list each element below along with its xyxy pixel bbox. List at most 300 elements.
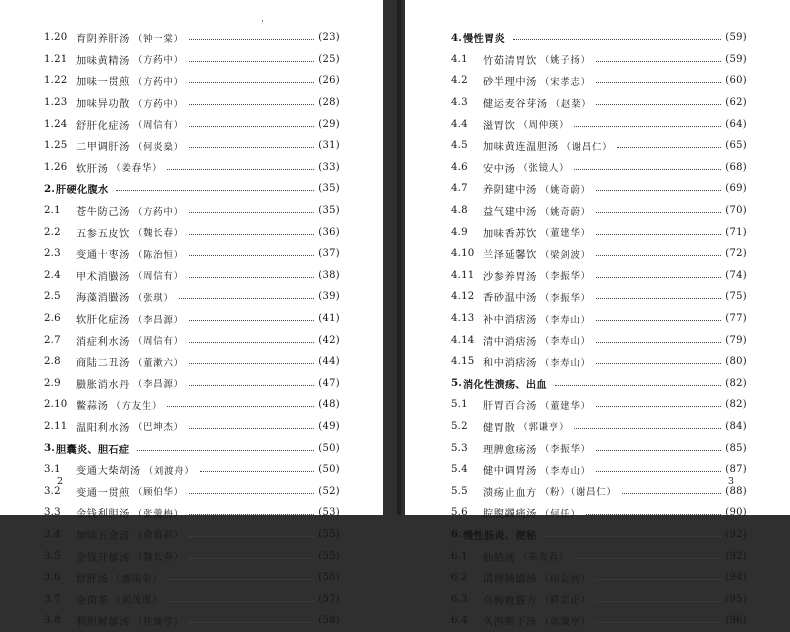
entry-title: 加味黄精汤	[76, 55, 130, 67]
entry-title: 溃疡止血方	[483, 487, 537, 499]
dot-leader	[596, 276, 721, 278]
entry-author: （方药中）	[132, 98, 184, 110]
entry-number: 4.8	[451, 205, 468, 217]
entry-title: 慢性胃炎	[463, 33, 505, 46]
toc-entry	[44, 480, 340, 502]
dot-leader	[189, 38, 314, 40]
entry-title: 鳖蒜汤	[76, 401, 109, 413]
toc-entry	[44, 113, 340, 135]
entry-page-ref: (84)	[725, 420, 747, 432]
entry-author: （魏长春）	[132, 552, 184, 564]
dot-leader	[513, 38, 721, 40]
entry-number: 2.7	[44, 334, 61, 346]
dot-leader	[596, 81, 721, 83]
entry-author: （粉）（谢昌仁）	[539, 487, 617, 499]
entry-title: 沙参养胃汤	[483, 271, 537, 283]
dot-leader	[596, 449, 721, 451]
entry-author: （朱良春）	[518, 552, 570, 564]
toc-entry	[451, 113, 747, 135]
entry-page-ref: (23)	[318, 32, 340, 44]
entry-page-ref: (35)	[318, 205, 340, 217]
entry-page-ref: (68)	[725, 161, 747, 173]
dot-leader	[189, 362, 314, 364]
entry-page-ref: (39)	[318, 291, 340, 303]
toc-section-heading	[451, 27, 747, 49]
entry-author: （周信有）	[132, 336, 184, 348]
entry-page-ref: (31)	[318, 140, 340, 152]
entry-page-ref: (72)	[725, 248, 747, 260]
entry-title: 和中消痞汤	[483, 358, 537, 370]
toc-list-right	[451, 27, 747, 632]
dot-leader	[179, 297, 314, 299]
dot-leader	[116, 189, 314, 191]
entry-page-ref: (55)	[318, 528, 340, 540]
entry-number: 4.11	[451, 269, 475, 281]
toc-entry	[44, 610, 340, 632]
entry-author: （宋孝志）	[539, 76, 591, 88]
entry-author: （李寿山）	[539, 357, 591, 369]
entry-author: （周仲瑛）	[518, 120, 570, 132]
dot-leader	[596, 189, 721, 191]
entry-number: 2.	[44, 182, 56, 195]
entry-page-ref: (62)	[725, 97, 747, 109]
entry-page-ref: (65)	[725, 140, 747, 152]
right-page	[405, 0, 790, 629]
toc-entry	[44, 545, 340, 567]
entry-title: 肝胃百合汤	[483, 401, 537, 413]
toc-entry	[44, 567, 340, 589]
entry-title: 舒肝汤	[76, 574, 109, 586]
entry-number: 5.3	[451, 442, 468, 454]
entry-page-ref: (25)	[318, 53, 340, 65]
dot-leader	[189, 557, 314, 559]
entry-author: （李振华）	[539, 444, 591, 456]
toc-entry	[44, 27, 340, 49]
dot-leader	[596, 362, 721, 364]
dot-leader	[189, 211, 314, 213]
entry-page-ref: (26)	[318, 75, 340, 87]
entry-number: 4.15	[451, 356, 475, 368]
entry-author: （李寿山）	[539, 314, 591, 326]
entry-page-ref: (33)	[318, 161, 340, 173]
toc-entry	[44, 92, 340, 114]
entry-title: 温阳利水汤	[76, 422, 130, 434]
dot-leader	[596, 103, 721, 105]
toc-entry	[451, 329, 747, 351]
entry-number: 3.1	[44, 464, 61, 476]
toc-entry	[44, 221, 340, 243]
entry-title: 补中消痞汤	[483, 315, 537, 327]
entry-author: （盛国荣）	[111, 573, 163, 585]
toc-entry	[451, 308, 747, 330]
toc-entry	[451, 394, 747, 416]
dot-leader	[574, 557, 721, 559]
entry-title: 软肝汤	[76, 163, 109, 175]
toc-entry	[44, 351, 340, 373]
entry-title: 乌梅败酱方	[483, 595, 537, 607]
toc-entry	[44, 157, 340, 179]
entry-title: 金钱利胆汤	[76, 509, 130, 521]
toc-entry	[451, 243, 747, 265]
entry-page-ref: (36)	[318, 226, 340, 238]
entry-author: （李寿山）	[539, 336, 591, 348]
dot-leader	[189, 492, 314, 494]
entry-page-ref: (88)	[725, 485, 747, 497]
toc-entry	[44, 329, 340, 351]
entry-author: （张琪）	[132, 292, 174, 304]
entry-number: 5.2	[451, 420, 468, 432]
entry-title: 五参五皮饮	[76, 228, 130, 240]
entry-page-ref: (96)	[725, 615, 747, 627]
entry-author: （姚奇蔚）	[539, 206, 591, 218]
entry-author: （姚子扬）	[539, 55, 591, 67]
dot-leader	[189, 427, 314, 429]
entry-number: 2.4	[44, 269, 61, 281]
entry-number: 6.	[451, 528, 463, 541]
entry-page-ref: (87)	[725, 464, 747, 476]
entry-author: （魏长春）	[132, 228, 184, 240]
dot-leader	[596, 319, 721, 321]
entry-title: 滋胃饮	[483, 120, 516, 132]
entry-author: （李振华）	[539, 292, 591, 304]
toc-entry	[451, 265, 747, 287]
entry-author: （姚奇蔚）	[539, 184, 591, 196]
entry-number: 2.1	[44, 205, 61, 217]
entry-author: （李昌源）	[132, 314, 184, 326]
entry-title: 脘腹蠲痛汤	[483, 509, 537, 521]
entry-page-ref: (55)	[318, 550, 340, 562]
entry-title: 消化性溃疡、出血	[463, 378, 547, 391]
dot-leader	[596, 621, 721, 623]
toc-entry	[451, 416, 747, 438]
entry-author: （何任）	[539, 508, 581, 520]
entry-page-ref: (37)	[318, 248, 340, 260]
toc-entry	[451, 157, 747, 179]
entry-title: 理脾愈疡汤	[483, 444, 537, 456]
dot-leader	[596, 341, 721, 343]
entry-number: 2.5	[44, 291, 61, 303]
dot-leader	[189, 384, 314, 386]
entry-title: 变通大柴胡汤	[76, 466, 141, 478]
entry-title: 仙桔汤	[483, 552, 516, 564]
toc-entry	[451, 545, 747, 567]
entry-number: 4.9	[451, 226, 468, 238]
entry-number: 2.9	[44, 377, 61, 389]
entry-number: 5.6	[451, 507, 468, 519]
entry-page-ref: (82)	[725, 377, 747, 389]
dot-leader	[189, 146, 314, 148]
entry-page-ref: (29)	[318, 118, 340, 130]
entry-number: 2.2	[44, 226, 61, 238]
entry-number: 1.26	[44, 161, 68, 173]
left-page	[0, 0, 383, 629]
entry-title: 海藻消臌汤	[76, 293, 130, 305]
entry-author: （谢昌仁）	[561, 141, 613, 153]
toc-entry	[44, 394, 340, 416]
entry-title: 清中消痞汤	[483, 336, 537, 348]
dot-leader	[574, 427, 721, 429]
dot-leader	[596, 233, 721, 235]
entry-number: 4.6	[451, 161, 468, 173]
dot-leader	[189, 535, 314, 537]
toc-entry	[44, 265, 340, 287]
entry-page-ref: (95)	[725, 593, 747, 605]
entry-number: 2.6	[44, 313, 61, 325]
entry-page-ref: (48)	[318, 399, 340, 411]
entry-number: 3.2	[44, 485, 61, 497]
toc-entry	[451, 502, 747, 524]
entry-title: 养阴建中汤	[483, 185, 537, 197]
book-gutter	[397, 0, 401, 515]
entry-number: 5.	[451, 377, 463, 390]
entry-number: 4.5	[451, 140, 468, 152]
entry-page-ref: (92)	[725, 550, 747, 562]
entry-number: 3.6	[44, 572, 61, 584]
toc-entry	[44, 70, 340, 92]
entry-page-ref: (59)	[725, 53, 747, 65]
entry-title: 加味一贯煎	[76, 77, 130, 89]
entry-page-ref: (74)	[725, 269, 747, 281]
entry-page-ref: (79)	[725, 334, 747, 346]
toc-entry	[44, 243, 340, 265]
dot-leader	[544, 535, 721, 537]
entry-number: 4.2	[451, 75, 468, 87]
entry-number: 6.3	[451, 593, 468, 605]
entry-page-ref: (44)	[318, 356, 340, 368]
entry-author: （李寿山）	[539, 465, 591, 477]
entry-number: 1.24	[44, 118, 68, 130]
toc-entry	[451, 567, 747, 589]
entry-title: 香砂温中汤	[483, 293, 537, 305]
entry-author: （钟一棠）	[132, 33, 184, 45]
dot-leader	[574, 125, 721, 127]
entry-number: 4.12	[451, 291, 475, 303]
entry-title: 变通十枣汤	[76, 250, 130, 262]
entry-page-ref: (57)	[318, 593, 340, 605]
toc-section-heading	[44, 178, 340, 200]
entry-number: 4.1	[451, 53, 468, 65]
dot-leader	[189, 513, 314, 515]
toc-entry	[44, 200, 340, 222]
toc-entry	[44, 135, 340, 157]
toc-entry	[451, 437, 747, 459]
entry-number: 5.4	[451, 464, 468, 476]
toc-section-heading	[451, 524, 747, 546]
entry-title: 苍牛防己汤	[76, 207, 130, 219]
entry-author: （刘茂甫）	[111, 595, 163, 607]
entry-author: （刘渡舟）	[143, 465, 195, 477]
entry-author: （李昌源）	[132, 379, 184, 391]
scan-speck	[262, 20, 263, 22]
entry-number: 4.3	[451, 97, 468, 109]
entry-number: 1.20	[44, 32, 68, 44]
entry-title: 清理肠道汤	[483, 574, 537, 586]
toc-entry	[44, 502, 340, 524]
toc-list-left	[44, 27, 340, 632]
entry-number: 2.3	[44, 248, 61, 260]
toc-entry	[451, 92, 747, 114]
entry-number: 4.13	[451, 313, 475, 325]
entry-number: 5.5	[451, 485, 468, 497]
entry-number: 1.22	[44, 75, 68, 87]
entry-number: 3.8	[44, 615, 61, 627]
entry-page-ref: (80)	[725, 356, 747, 368]
entry-title: 加味黄连温胆汤	[483, 142, 559, 154]
page-number-right: 3	[728, 476, 735, 487]
toc-entry	[451, 221, 747, 243]
toc-entry	[44, 286, 340, 308]
entry-title: 利胆解郁汤	[76, 617, 130, 629]
entry-number: 2.8	[44, 356, 61, 368]
entry-title: 二甲调肝汤	[76, 142, 130, 154]
toc-entry	[451, 459, 747, 481]
entry-number: 4.	[451, 31, 463, 44]
entry-page-ref: (94)	[725, 572, 747, 584]
dot-leader	[586, 513, 721, 515]
entry-title: 臌胀消水丹	[76, 379, 130, 391]
entry-number: 2.11	[44, 420, 68, 432]
entry-number: 1.23	[44, 97, 68, 109]
entry-number: 6.2	[451, 572, 468, 584]
entry-page-ref: (75)	[725, 291, 747, 303]
entry-title: 育阴养肝汤	[76, 34, 130, 46]
entry-page-ref: (53)	[318, 507, 340, 519]
dot-leader	[189, 81, 314, 83]
dot-leader	[189, 276, 314, 278]
entry-number: 1.21	[44, 53, 68, 65]
entry-page-ref: (41)	[318, 313, 340, 325]
toc-entry	[451, 351, 747, 373]
dot-leader	[596, 254, 721, 256]
entry-page-ref: (47)	[318, 377, 340, 389]
entry-title: 砂半理中汤	[483, 77, 537, 89]
entry-title: 甲术消臌汤	[76, 271, 130, 283]
toc-entry	[451, 200, 747, 222]
dot-leader	[596, 578, 721, 580]
entry-title: 消症利水汤	[76, 336, 130, 348]
entry-author: （路志正）	[539, 595, 591, 607]
dot-leader	[555, 384, 721, 386]
dot-leader	[596, 405, 721, 407]
toc-section-heading	[451, 373, 747, 395]
entry-page-ref: (28)	[318, 97, 340, 109]
entry-title: 金茵茶	[76, 595, 109, 607]
entry-page-ref: (69)	[725, 183, 747, 195]
entry-title: 加味香苏饮	[483, 228, 537, 240]
entry-author: （方药中）	[132, 206, 184, 218]
entry-title: 益气建中汤	[483, 207, 537, 219]
entry-number: 3.5	[44, 550, 61, 562]
entry-title: 加味五金汤	[76, 530, 130, 542]
entry-page-ref: (59)	[725, 32, 747, 44]
entry-title: 胆囊炎、胆石症	[56, 443, 130, 456]
toc-entry	[451, 135, 747, 157]
toc-entry	[44, 416, 340, 438]
entry-page-ref: (56)	[318, 572, 340, 584]
dot-leader	[596, 470, 721, 472]
dot-leader	[596, 297, 721, 299]
toc-entry	[451, 588, 747, 610]
toc-section-heading	[44, 437, 340, 459]
toc-entry	[451, 480, 747, 502]
entry-page-ref: (50)	[318, 442, 340, 454]
entry-page-ref: (85)	[725, 442, 747, 454]
page-number-left: 2	[57, 476, 64, 487]
toc-entry	[44, 588, 340, 610]
toc-entry	[451, 70, 747, 92]
dot-leader	[189, 60, 314, 62]
entry-title: 舒肝化症汤	[76, 120, 130, 132]
dot-leader	[189, 254, 314, 256]
toc-entry	[451, 178, 747, 200]
entry-title: 软肝化症汤	[76, 315, 130, 327]
dot-leader	[574, 168, 721, 170]
entry-author: （梁剑波）	[539, 249, 591, 261]
entry-number: 4.14	[451, 334, 475, 346]
entry-title: 慢性肠炎、便秘	[463, 529, 537, 542]
entry-number: 2.10	[44, 399, 68, 411]
entry-number: 4.10	[451, 248, 475, 260]
entry-author: （巴坤杰）	[132, 422, 184, 434]
dot-leader	[167, 405, 314, 407]
dot-leader	[137, 449, 314, 451]
toc-entry	[451, 610, 747, 632]
entry-author: （顾伯华）	[132, 487, 184, 499]
entry-title: 兰泽延馨饮	[483, 250, 537, 262]
dot-leader	[189, 103, 314, 105]
dot-leader	[596, 600, 721, 602]
toc-entry	[44, 459, 340, 481]
entry-number: 3.4	[44, 528, 61, 540]
entry-author: （何炎燊）	[132, 141, 184, 153]
entry-number: 5.1	[451, 399, 468, 411]
entry-author: （董建华）	[539, 228, 591, 240]
entry-author: （俞慎初）	[132, 530, 184, 542]
entry-page-ref: (52)	[318, 485, 340, 497]
entry-number: 6.4	[451, 615, 468, 627]
dot-leader	[200, 470, 314, 472]
entry-page-ref: (35)	[318, 183, 340, 195]
entry-title: 健中调胃汤	[483, 466, 537, 478]
entry-author: （董建华）	[539, 400, 591, 412]
toc-entry	[44, 524, 340, 546]
dot-leader	[596, 211, 721, 213]
toc-entry	[44, 49, 340, 71]
entry-author: （赵棻）	[550, 98, 592, 110]
dot-leader	[167, 600, 314, 602]
entry-page-ref: (60)	[725, 75, 747, 87]
entry-page-ref: (90)	[725, 507, 747, 519]
entry-author: （张镜人）	[518, 163, 570, 175]
entry-title: 健运麦谷芽汤	[483, 99, 548, 111]
entry-author: （周信有）	[132, 271, 184, 283]
entry-author: （任继学）	[132, 616, 184, 628]
entry-author: （董漱六）	[132, 357, 184, 369]
entry-author: （方药中）	[132, 55, 184, 67]
entry-page-ref: (49)	[318, 420, 340, 432]
entry-number: 6.1	[451, 550, 468, 562]
entry-author: （郭谦亨）	[518, 422, 570, 434]
toc-entry	[451, 49, 747, 71]
entry-number: 1.25	[44, 140, 68, 152]
dot-leader	[189, 233, 314, 235]
entry-page-ref: (50)	[318, 464, 340, 476]
entry-author: （郭谦亨）	[539, 616, 591, 628]
dot-leader	[596, 60, 721, 62]
entry-title: 肝硬化腹水	[56, 184, 109, 197]
entry-title: 竹茹清胃饮	[483, 55, 537, 67]
dot-leader	[622, 492, 721, 494]
